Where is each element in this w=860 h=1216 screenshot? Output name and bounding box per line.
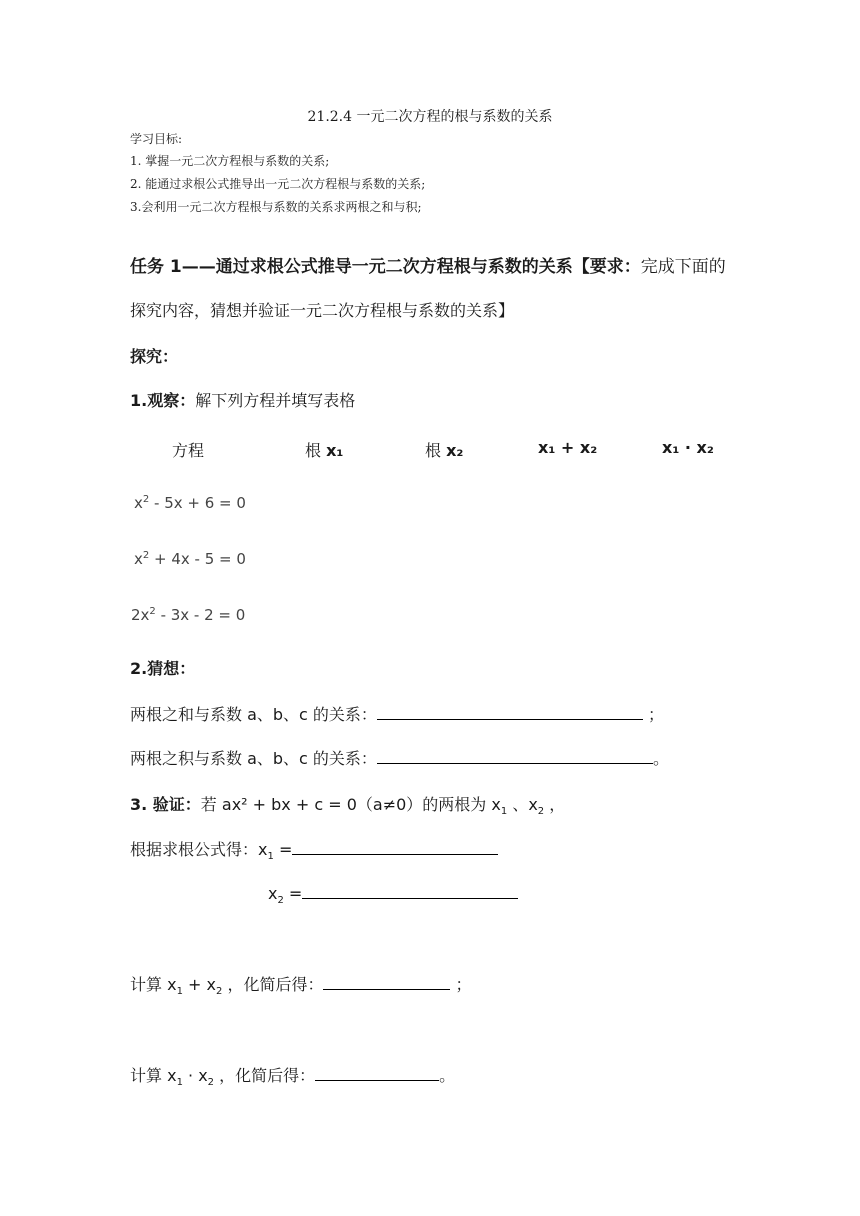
calc-sum-a: 计算 x: [130, 975, 177, 994]
guess-sum-blank[interactable]: [377, 703, 643, 720]
eq1-rest: - 5x + 6 = 0: [149, 494, 246, 512]
guess-sum-text: 两根之和与系数 a、b、c 的关系：: [130, 705, 377, 724]
header-sum: x₁ + x₂: [538, 438, 598, 457]
eq3-exponent: 2: [149, 606, 156, 617]
eq2-exponent: 2: [142, 550, 150, 561]
header-root2-symbol: x₂: [446, 441, 464, 460]
verify-label: 3. 验证：: [130, 795, 201, 814]
guess-product-text: 两根之积与系数 a、b、c 的关系：: [130, 749, 377, 768]
calc-sum-c: ，化简后得：: [222, 975, 324, 994]
formula-x2-line: [268, 882, 518, 906]
formula-x1-eq: =: [273, 840, 293, 859]
formula-x2-lead: x: [268, 884, 278, 903]
observe-line: [130, 388, 355, 411]
calc-sum-b: + x: [182, 975, 216, 994]
formula-x1-blank[interactable]: [292, 838, 498, 855]
task-heading-normal: 完成下面的: [640, 257, 726, 277]
formula-x2-eq: =: [283, 884, 303, 903]
observe-label: 1.观察：: [130, 391, 196, 410]
calc-prod-sub2: 2: [207, 1077, 215, 1089]
equation-row-1: [134, 494, 246, 512]
verify-sub1: 1: [500, 806, 508, 818]
eq1-lead: x: [134, 494, 143, 512]
task-heading-line1: [130, 252, 726, 277]
task-heading-line2: 探究内容，猜想并验证一元二次方程根与系数的关系】: [130, 301, 515, 320]
guess-product-end: 。: [652, 749, 669, 768]
verify-text-c: ，: [544, 795, 566, 814]
objectives-heading: 学习目标:: [130, 132, 183, 146]
verify-line: [130, 792, 565, 817]
formula-x2-blank[interactable]: [302, 882, 518, 899]
equation-row-2: [134, 550, 246, 568]
calc-sum-end: ；: [455, 975, 472, 994]
calc-prod-sub1: 1: [176, 1077, 183, 1089]
calc-sum-sub1: 1: [176, 986, 183, 998]
guess-label: 2.猜想：: [130, 659, 196, 678]
header-root1-prefix: 根: [305, 441, 322, 460]
eq3-lead: 2x: [131, 606, 150, 624]
header-equation: 方程: [172, 441, 205, 460]
formula-x1-line: [130, 837, 498, 862]
objective-item-2: 2. 能通过求根公式推导出一元二次方程根与系数的关系;: [130, 177, 426, 191]
header-product: x₁ · x₂: [662, 438, 714, 457]
calc-sum-blank[interactable]: [323, 973, 450, 990]
header-root2: [425, 438, 463, 461]
eq3-rest: - 3x - 2 = 0: [155, 606, 246, 624]
task-heading-bold: 任务 1——通过求根公式推导一元二次方程根与系数的关系【要求：: [130, 257, 641, 277]
objective-item-1: 1. 掌握一元二次方程根与系数的关系;: [130, 154, 330, 168]
calc-prod-blank[interactable]: [315, 1064, 439, 1081]
guess-sum-line: [130, 702, 664, 725]
calc-prod-c: ，化简后得：: [214, 1066, 316, 1085]
verify-text-a: 若 ax² + bx + c = 0（a≠0）的两根为 x: [200, 795, 501, 814]
observe-text: 解下列方程并填写表格: [195, 391, 356, 410]
explore-label: 探究：: [130, 347, 179, 366]
eq1-exponent: 2: [142, 494, 150, 505]
verify-text-b: 、x: [507, 795, 538, 814]
formula-prefix: 根据求根公式得：x: [130, 840, 268, 859]
header-root1-symbol: x₁: [326, 441, 344, 460]
calc-product-line: [130, 1063, 455, 1088]
guess-sum-end: ；: [648, 705, 665, 724]
guess-product-line: [130, 746, 669, 769]
formula-x1-sub: 1: [267, 851, 274, 863]
header-root1: [305, 438, 343, 461]
calc-prod-b: · x: [182, 1066, 208, 1085]
header-root2-prefix: 根: [425, 441, 442, 460]
eq2-lead: x: [134, 550, 143, 568]
equation-row-3: [131, 606, 245, 624]
objective-item-3: 3.会利用一元二次方程根与系数的关系求两根之和与积;: [130, 200, 422, 214]
verify-sub2: 2: [537, 806, 545, 818]
calc-prod-a: 计算 x: [130, 1066, 177, 1085]
eq2-rest: + 4x - 5 = 0: [149, 550, 246, 568]
calc-sum-line: [130, 972, 472, 997]
guess-product-blank[interactable]: [377, 747, 653, 764]
calc-prod-end: 。: [439, 1066, 456, 1085]
formula-x2-sub: 2: [277, 895, 284, 907]
page-title: 21.2.4 一元二次方程的根与系数的关系: [307, 109, 553, 125]
calc-sum-sub2: 2: [215, 986, 223, 998]
